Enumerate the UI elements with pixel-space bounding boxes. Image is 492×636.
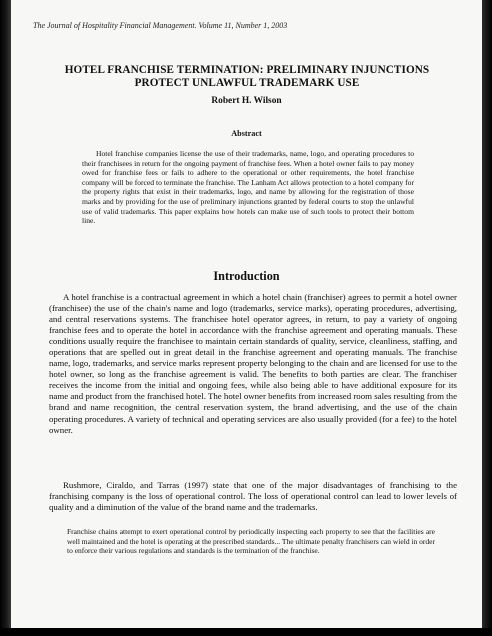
scan-left-edge (0, 0, 11, 636)
paper-title (31, 64, 463, 90)
title-line-1: HOTEL FRANCHISE TERMINATION: PRELIMINARY INJUNCTIONS (64, 64, 430, 76)
introduction-paragraph-1: A hotel franchise is a contractual agreement in which a hotel chain (franchiser) agrees to permit a hotel owner (franchisee) the use of the chain's name and logo (trademarks, service marks), operating procedures, advertising, and central reservations systems. The franchisee hotel operator agrees, in return, to pay a variety of ongoing franchise fees and to operate the hotel in accordance with the franchise agreement and operating manuals. These conditions usually require the franchisee to maintain certain standards of quality, service, cleanliness, staffing, and operations that are spelled out in great detail in the franchise agreement and operating manuals. The franchise name, logo, trademarks, and service marks represent property belonging to the chain and are licensed for use to the hotel owner, so long as the franchise agreement is valid. The benefits to both parties are clear. The franchiser receives the income from the initial and ongoing fees, while also being able to have additional exposure for its name and product from the franchised hotel. The hotel owner benefits from increased room sales resulting from the brand and name recognition, the central reservation system, the brand advertising, and the use of the chain operating procedures. A variety of technical and operating services are also usually provided (for a fee) to the hotel owner. (49, 292, 457, 435)
block-quote: Franchise chains attempt to exert operational control by periodically inspecting each property to see that the facilities are well maintained and the hotel is operating at the prescribed standards... The ultimate penalty franchisers can wield in order to enforce their various regulations and standards is the termination of the franchise. (67, 527, 435, 556)
abstract-text: Hotel franchise companies license the use of their trademarks, name, logo, and operating procedures to their franchisees in return for the ongoing payment of franchise fees. When a hotel owner fails to pay money owed for franchise fees or fails to adhere to the operational or other requirements, the hotel franchise company will be forced to terminate the franchise. The Lanham Act allows protection to a hotel company for the property rights that exist in their trademarks, logo, and name by allowing for the registration of those marks and by providing for the use of preliminary injunctions granted by federal courts to stop the unlawful use of valid trademarks. This paper explains how hotels can make use of such tools to protect their bottom line. (82, 149, 414, 226)
scan-right-edge (482, 0, 492, 636)
running-head: The Journal of Hospitality Financial Management. Volume 11, Number 1, 2003 (33, 21, 288, 30)
author-name: Robert H. Wilson (211, 96, 282, 106)
title-line-2: PROTECT UNLAWFUL TRADEMARK USE (134, 77, 360, 90)
abstract-heading: Abstract (231, 129, 262, 138)
introduction-heading: Introduction (213, 269, 280, 283)
scan-bottom-edge (0, 628, 492, 636)
paper-page (11, 0, 482, 630)
introduction-paragraph-2: Rushmore, Ciraldo, and Tarras (1997) state that one of the major disadvantages of franchising to the franchising company is the loss of operational control. The loss of operational control can lead to lower levels of quality and a diminution of the value of the brand name and the trademarks. (49, 480, 457, 513)
